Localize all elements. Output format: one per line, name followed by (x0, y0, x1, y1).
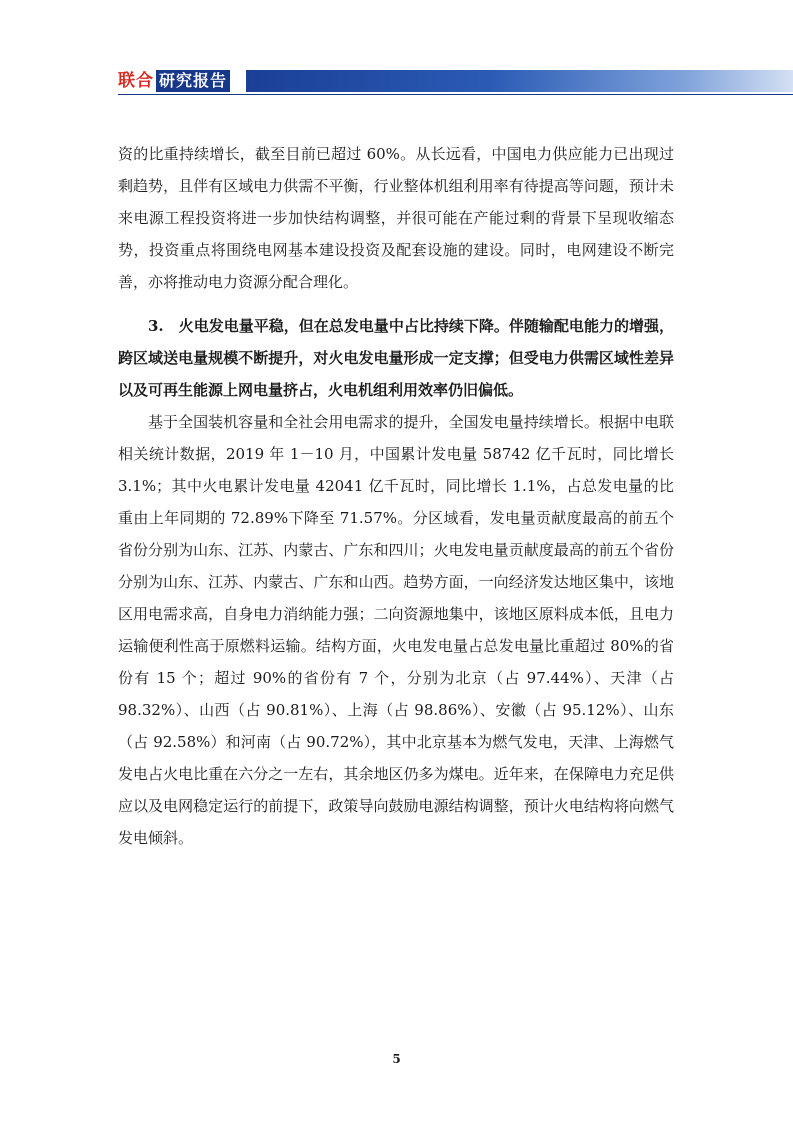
report-header (118, 68, 793, 95)
document-body (118, 138, 674, 854)
paragraph-continued: 资的比重持续增长，截至目前已超过 60%。从长远看，中国电力供应能力已出现过剩趋势，且伴有区域电力供需不平衡，行业整体机组利用率有待提高等问题，预计未来电源工程投资将进一步加快结构调整，并很可能在产能过剩的背景下呈现收缩态势，投资重点将围绕电网基本建设投资及配套设施的建设。同时，电网建设不断完善，亦将推动电力资源分配合理化。 (118, 145, 674, 291)
header-rule (118, 94, 793, 95)
brand-name-blue: 研究报告 (156, 70, 230, 92)
page-number: 5 (392, 1052, 401, 1066)
header-gradient-bar (246, 70, 793, 92)
brand-name-red: 联合 (118, 71, 154, 91)
paragraph-thermal-power: 基于全国装机容量和全社会用电需求的提升，全国发电量持续增长。根据中电联相关统计数据，2019 年 1－10 月，中国累计发电量 58742 亿千瓦时，同比增长 3.1%；其中火电累计发电量 42041 亿千瓦时，同比增长 1.1%，占总发电量的比重由上年同期的 72.89%下降至 71.57%。分区域看，发电量贡献度最高的前五个省份分别为山东、江苏、内蒙古、广东和四川；火电发电量贡献度最高的前五个省份分别为山东、江苏、内蒙古、广东和山西。趋势方面，一向经济发达地区集中，该地区用电需求高，自身电力消纳能力强；二向资源地集中，该地区原料成本低，且电力运输便利性高于原燃料运输。结构方面，火电发电量占总发电量比重超过 80%的省份有 15 个；超过 90%的省份有 7 个，分别为北京（占 97.44%）、天津（占 98.32%）、山西（占 90.81%）、上海（占 98.86%）、安徽（占 95.12%）、山东（占 92.58%）和河南（占 90.72%），其中北京基本为燃气发电，天津、上海燃气发电占火电比重在六分之一左右，其余地区仍多为煤电。近年来，在保障电力充足供应以及电网稳定运行的前提下，政策导向鼓励电源结构调整，预计火电结构将向燃气发电倾斜。 (118, 413, 674, 847)
section-heading-3: 3. 火电发电量平稳，但在总发电量中占比持续下降。伴随输配电能力的增强，跨区域送电量规模不断提升，对火电发电量形成一定支撑；但受电力供需区域性差异以及可再生能源上网电量挤占，火电机组利用效率仍旧偏低。 (118, 317, 674, 399)
